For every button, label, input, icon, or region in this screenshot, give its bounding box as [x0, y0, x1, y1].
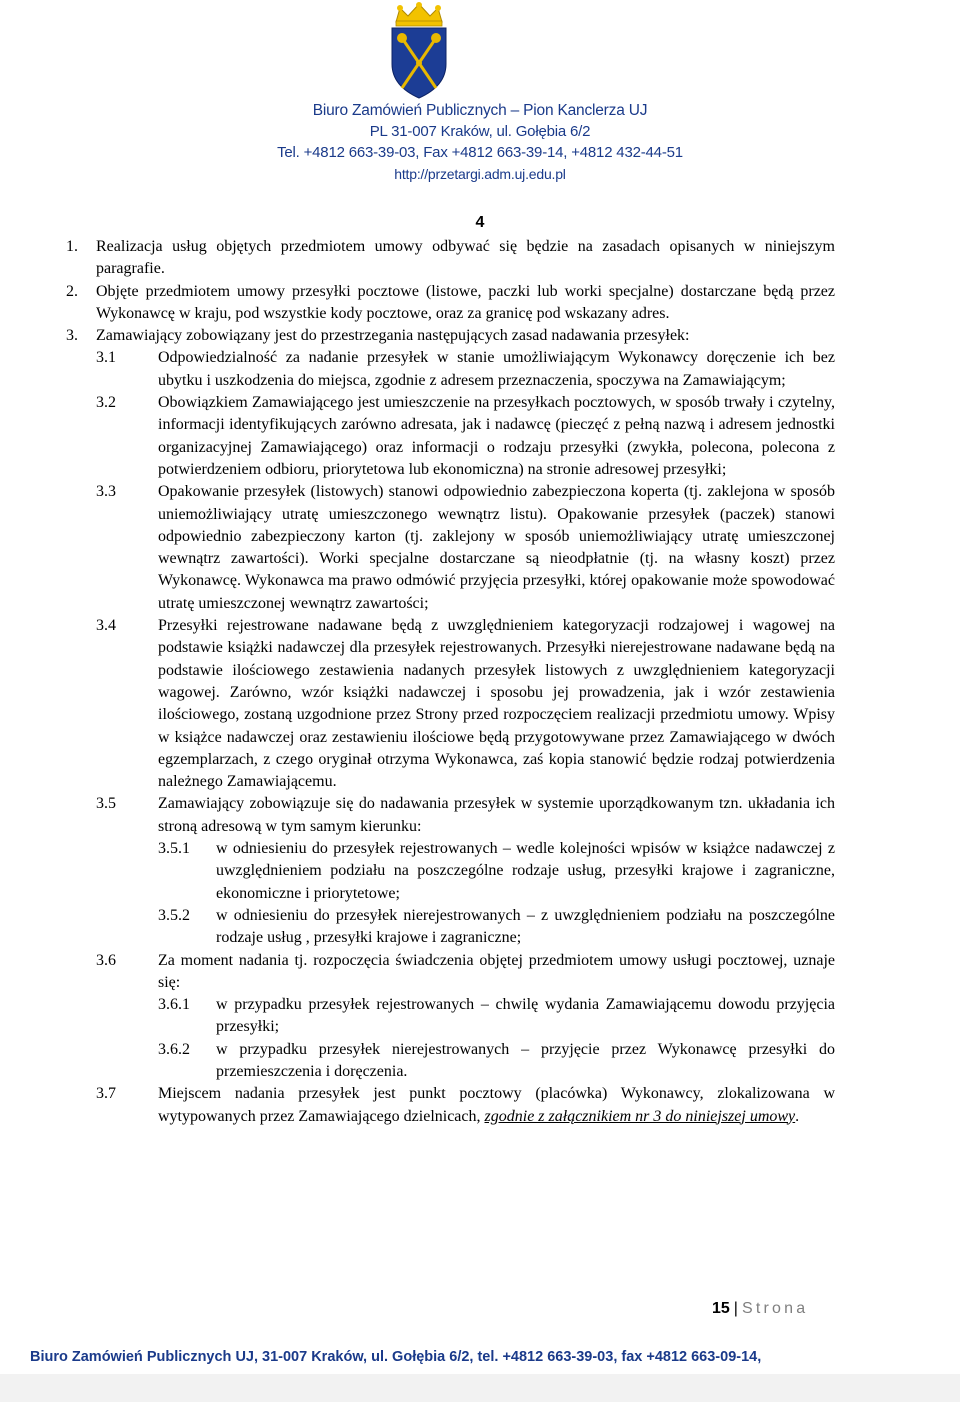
subclause-number: 3.6.2	[158, 1040, 190, 1058]
letterhead-address: PL 31-007 Kraków, ul. Gołębia 6/2	[369, 123, 591, 140]
paragraph-number: 3.	[66, 327, 78, 345]
clause-3-1	[0, 347, 960, 392]
paragraph-3	[0, 325, 960, 347]
clause-3-3	[0, 481, 960, 615]
paragraph-2	[0, 281, 960, 326]
paragraph-number: 1.	[66, 238, 78, 255]
paragraph-number: 2.	[66, 282, 78, 300]
clause-text	[158, 1083, 835, 1128]
subclause-number: 3.5.2	[158, 906, 190, 924]
clause-text: Opakowanie przesyłek (listowych) stanowi odpowiednio zabezpieczona koperta (tj. zaklejona w sposób uniemożliwiający utratę umieszczonego wewnątrz listu). Opakowanie przesyłek (paczek) stanowi odpowiednio zabezpieczony karton (tj. zaklejony w sposób uniemożliwiający utratę umieszczonej wewnątrz zawartości). Worki specjalne dostarczane są nieodpłatnie (tj. na własny koszt) przez Wykonawcę. Wykonawca ma prawo odmówić przyjęcia przesyłki, której opakowanie może spowodować utratę umieszczonej wewnątrz zawartości;	[158, 483, 835, 612]
letterhead	[0, 0, 960, 195]
university-crest-logo	[384, 2, 454, 100]
paragraph-text: Objęte przedmiotem umowy przesyłki pocztowe (listowe, paczki lub worki specjalne) dostarczane będą przez Wykonawcę w kraju, pod wszystkie kody pocztowe, oraz za granicę pod wskazany adres.	[96, 282, 835, 322]
clause-3-5-2	[0, 905, 960, 950]
subclause-text: w przypadku przesyłek rejestrowanych – chwilę wydania Zamawiającemu dowodu przyjęcia przesyłki;	[216, 996, 835, 1036]
clause-3-6-1	[0, 994, 960, 1039]
clause-number: 3.6	[96, 951, 116, 969]
clause-3-2	[0, 392, 960, 481]
clause-text-main: Miejscem nadania przesyłek jest punkt pocztowy (placówka) Wykonawcy, zlokalizowana w wytypowanych przez Zamawiającego dzielnicach,	[158, 1085, 835, 1125]
subclause-text: w odniesieniu do przesyłek nierejestrowanych – z uwzględnieniem podziału na poszczególne rodzaje usług , przesyłki krajowe i zagraniczne;	[216, 906, 835, 947]
page-number-value: 15	[712, 1300, 730, 1317]
paragraph-text: Realizacja usług objętych przedmiotem umowy odbywać się będzie na zasadach opisanych w niniejszym paragrafie.	[96, 238, 835, 278]
clause-3-5	[0, 793, 960, 838]
page-number	[712, 1300, 808, 1318]
footer-contact: Biuro Zamówień Publicznych UJ, 31-007 Kraków, ul. Gołębia 6/2, tel. +4812 663-39-03, fax +4812 663-09-14,	[30, 1349, 762, 1365]
letterhead-phones: Tel. +4812 663-39-03, Fax +4812 663-39-14, +4812 432-44-51	[277, 144, 683, 161]
subclause-number: 3.5.1	[158, 840, 190, 858]
page-separator: |	[733, 1300, 738, 1317]
attachment-reference: zgodnie z załącznikiem nr 3 do niniejszej umowy	[484, 1107, 796, 1125]
clause-text: Odpowiedzialność za nadanie przesyłek w stanie umożliwiającym Wykonawcy doręczenie ich bez ubytku i uszkodzenia do miejsca, zgodnie z adresem przeznaczenia, spoczywa na Zamawiającym;	[158, 349, 835, 389]
clause-text: Przesyłki rejestrowane nadawane będą z uwzględnieniem kategoryzacji rodzajowej i wagowej na podstawie książki nadawczej dla przesyłek rejestrowanych. Przesyłki nierejestrowane nadawane będą na podstawie ilościowego zestawienia nadanych przesyłek listowych z uwzględnieniem kategoryzacji wagowej. Zarówno, wzór książki nadawczej i sposobu jej prowadzenia, jak i wzór zestawienia ilościowego, zostaną uzgodnione przez Strony przed rozpoczęciem realizacji przedmiotu umowy. Wpisy w książce nadawczej oraz zestawieniu ilościowe będą przygotowywane przez Zamawiającego w dwóch egzemplarzach, z czego oryginał otrzyma Wykonawca, zaś kopia stanowić będzie rodzaj potwierdzenia należnego Zamawiającemu.	[158, 617, 835, 791]
clause-number: 3.2	[96, 394, 116, 412]
clause-number: 3.1	[96, 349, 116, 367]
clause-number: 3.3	[96, 483, 116, 501]
subclause-number: 3.6.1	[158, 996, 190, 1014]
clause-number: 3.7	[96, 1085, 116, 1103]
clause-text: Zamawiający zobowiązuje się do nadawania przesyłek w systemie uporządkowanym tzn. układania ich stroną adresową w tym samym kierunku:	[158, 795, 835, 835]
clause-text: Za moment nadania tj. rozpoczęcia świadczenia objętej przedmiotem umowy usługi pocztowej, uznaje się:	[158, 951, 835, 991]
document-body	[0, 236, 960, 1128]
section-number: 4	[475, 214, 485, 231]
paragraph-1	[0, 236, 960, 281]
clause-3-6-2	[0, 1039, 960, 1084]
page-word: Strona	[741, 1300, 809, 1317]
clause-text: Obowiązkiem Zamawiającego jest umieszczenie na przesyłkach pocztowych, w sposób trwały i czytelny, informacji identyfikujących zarówno adresata, jak i nadawcę (pieczęć z pełną nazwą i adresem jednostki organizacyjnej Zamawiającego) oraz informacji o rodzaju przesyłki (zwykła, polecona, polecona z potwierdzeniem odbioru, priorytetowa lub ekonomiczna) na stronie adresowej przesyłki;	[158, 394, 835, 478]
letterhead-office: Biuro Zamówień Publicznych – Pion Kanclerza UJ	[312, 102, 648, 119]
letterhead-website[interactable]: http://przetargi.adm.uj.edu.pl	[394, 166, 566, 182]
clause-number: 3.5	[96, 795, 116, 813]
clause-number: 3.4	[96, 617, 116, 635]
subclause-text: w odniesieniu do przesyłek rejestrowanych – wedle kolejności wpisów w książce nadawczej z uwzględnieniem podziału na poszczególne rodzaje usług, przesyłki krajowe i zagraniczne, ekonomiczne i priorytetowe;	[216, 840, 835, 902]
clause-3-7	[0, 1083, 960, 1128]
subclause-text: w przypadku przesyłek nierejestrowanych – przyjęcie przez Wykonawcę przesyłki do przemieszczenia i doręczenia.	[216, 1040, 835, 1080]
paragraph-text: Zamawiający zobowiązany jest do przestrzegania następujących zasad nadawania przesyłek:	[96, 327, 690, 345]
clause-3-4	[0, 615, 960, 793]
clause-3-5-1	[0, 838, 960, 905]
footer-band	[0, 1374, 960, 1402]
clause-text-end: .	[795, 1107, 800, 1125]
clause-3-6	[0, 950, 960, 995]
